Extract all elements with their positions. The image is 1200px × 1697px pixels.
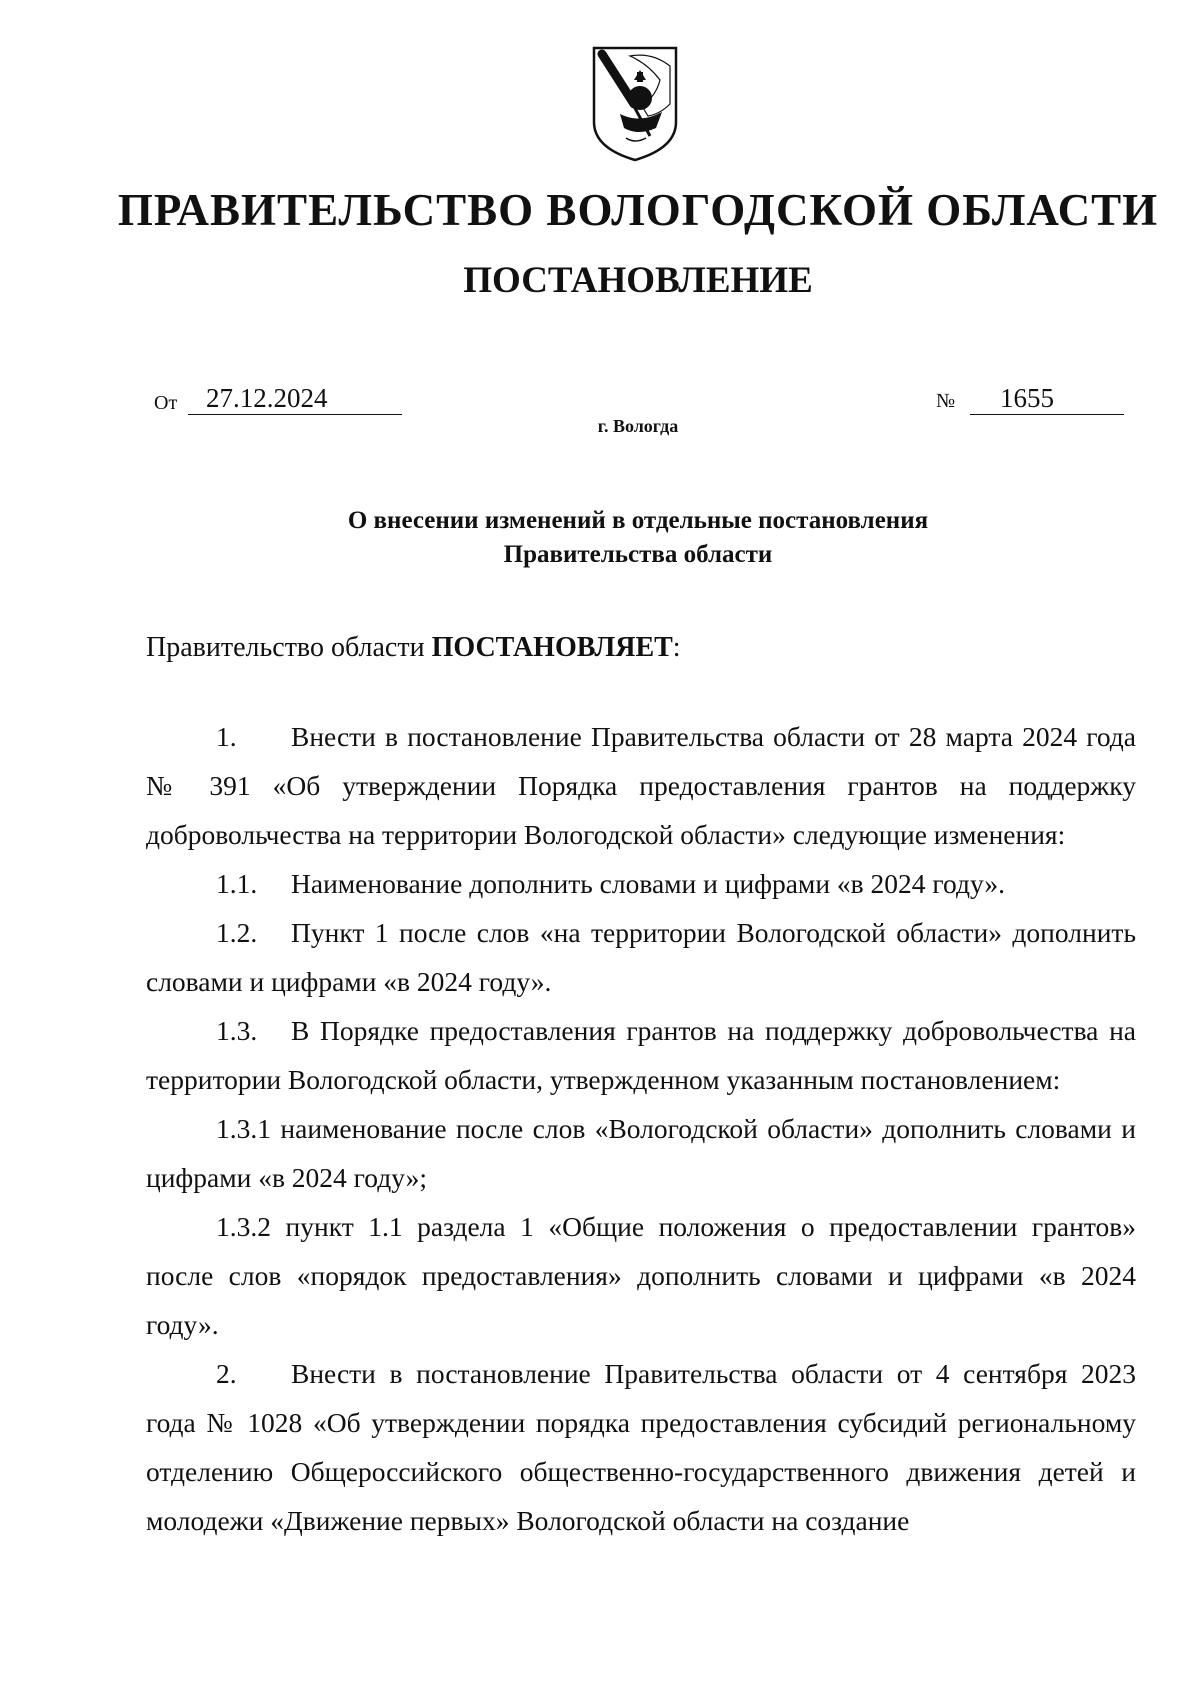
paragraph-text: Внести в постановление Правительства области от 4 сентября 2023 года № 1028 «Об утверждении порядка предоставления субсидий региональному отделению Общероссийского общественно-государственного движения детей и молодежи «Движение первых» Вологодской области на создание [146,1358,1136,1536]
preamble-verb: ПОСТАНОВЛЯЕТ [431,632,673,663]
number-label: № [936,390,956,412]
preamble [146,632,681,664]
paragraph-text: Внести в постановление Правительства области от 28 марта 2024 года № 391 «Об утверждении Порядка предоставления грантов на поддержку добровольчества на территории Вологодской области» следующие изменения: [146,721,1136,850]
paragraph-text: В Порядке предоставления грантов на поддержку добровольчества на территории Вологодской области, утвержденном указанным постановлением: [146,1015,1136,1095]
document-number: 1655 [970,382,1124,415]
paragraph-number: 1.2. [216,917,258,948]
paragraph-1-2 [146,908,1136,1006]
preamble-colon: : [672,632,681,663]
document-date: 27.12.2024 [188,382,402,415]
paragraph-number: 1.3. [216,1015,258,1046]
paragraph-text: 1.3.1 наименование после слов «Вологодской области» дополнить словами и цифрами «в 2024 году»; [146,1113,1136,1193]
paragraph-text: Наименование дополнить словами и цифрами «в 2024 году». [291,868,1006,899]
date-label: От [154,392,178,414]
subject-line-2: Правительства области [503,541,773,568]
paragraph-2 [146,1349,1136,1545]
paragraph-1-3 [146,1006,1136,1104]
paragraph-1-3-1 [146,1104,1136,1202]
coat-of-arms-emblem [590,44,680,164]
government-title: ПРАВИТЕЛЬСТВО ВОЛОГОДСКОЙ ОБЛАСТИ [117,185,1159,235]
paragraph-number: 2. [216,1358,237,1389]
paragraph-text: 1.3.2 пункт 1.1 раздела 1 «Общие положения о предоставлении грантов» после слов «порядок предоставления» дополнить словами и цифрами «в 2024 году». [146,1211,1136,1340]
paragraph-1 [146,712,1136,859]
paragraph-number: 1.1. [216,868,258,899]
paragraph-number: 1. [216,721,237,752]
document-type: ПОСТАНОВЛЕНИЕ [463,260,813,301]
subject-line-1: О внесении изменений в отдельные постановления [347,507,929,534]
paragraph-1-3-2 [146,1202,1136,1349]
paragraph-1-1 [146,859,1136,908]
preamble-text: Правительство области [146,632,432,663]
paragraph-text: Пункт 1 после слов «на территории Вологодской области» дополнить словами и цифрами «в 2024 году». [146,917,1136,997]
document-subject [0,504,1200,572]
city: г. Вологда [597,416,679,436]
